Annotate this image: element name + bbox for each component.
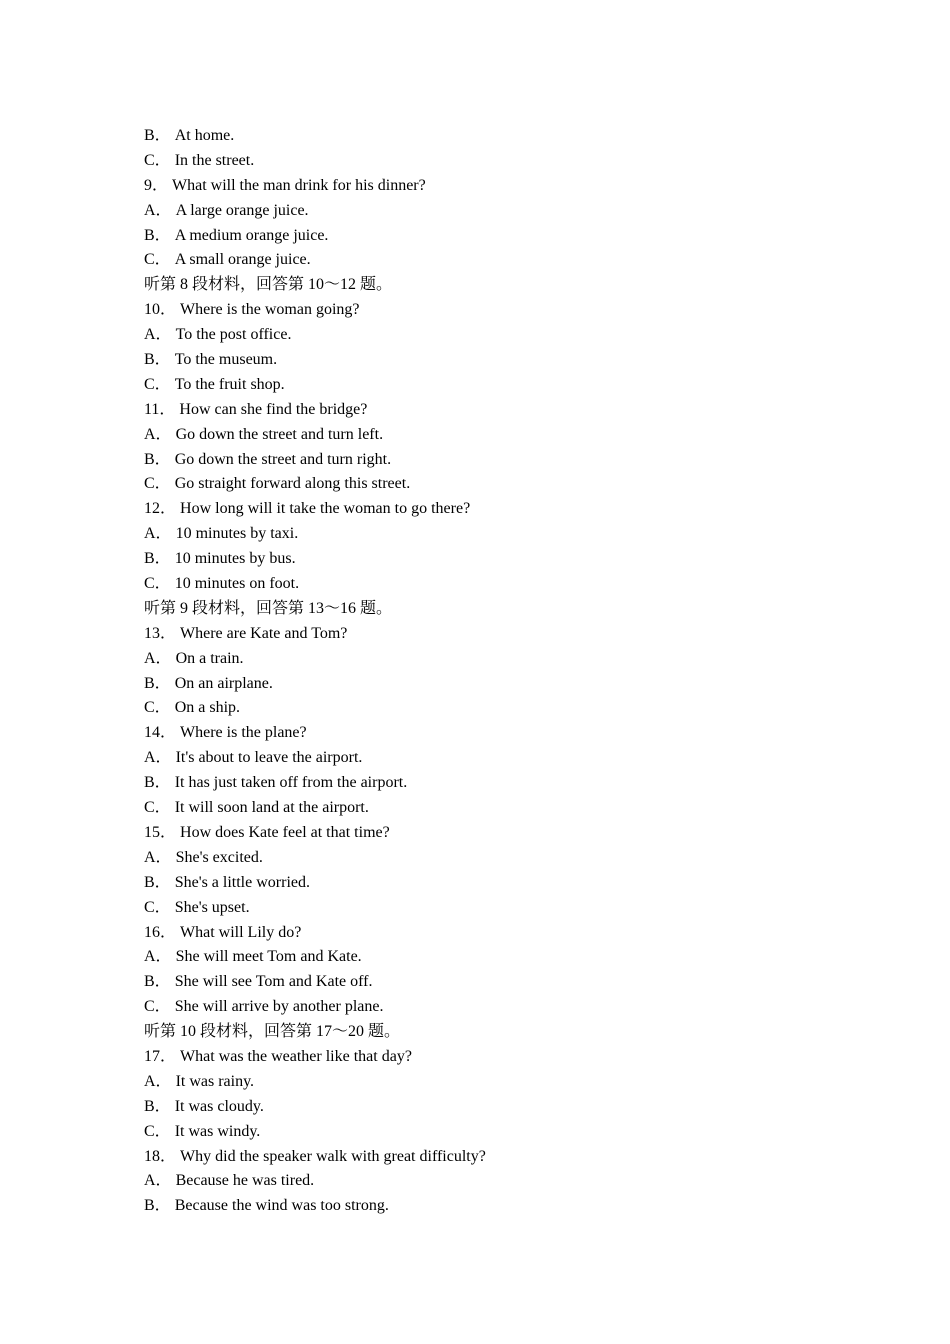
question-text: What was the weather like that day?: [180, 1047, 412, 1065]
answer-option: [144, 1070, 844, 1095]
option-letter: A．: [144, 326, 172, 344]
option-text: Because he was tired.: [175, 1172, 315, 1190]
option-text: Go down the street and turn right.: [174, 450, 392, 468]
option-text: On a ship.: [174, 699, 241, 717]
section-instruction: [144, 1020, 844, 1045]
option-letter: A．: [144, 649, 172, 667]
option-text: In the street.: [174, 151, 255, 169]
question-line: [144, 174, 844, 199]
question-line: [144, 1045, 844, 1070]
option-letter: C．: [144, 998, 171, 1016]
option-letter: A．: [144, 425, 172, 443]
question-number: 17．: [144, 1047, 177, 1065]
answer-option: [144, 672, 844, 697]
section-instruction: [144, 597, 844, 622]
question-number: 9．: [144, 176, 169, 194]
option-letter: B．: [144, 973, 171, 991]
option-text: It's about to leave the airport.: [175, 749, 363, 767]
option-letter: B．: [144, 226, 171, 244]
answer-option: [144, 746, 844, 771]
option-text: It will soon land at the airport.: [174, 799, 369, 817]
option-text: A small orange juice.: [174, 251, 311, 269]
option-text: A large orange juice.: [175, 201, 309, 219]
answer-option: [144, 248, 844, 273]
option-text: A medium orange juice.: [174, 226, 329, 244]
question-number: 13．: [144, 624, 177, 642]
option-letter: C．: [144, 375, 171, 393]
option-text: She's excited.: [175, 848, 263, 866]
answer-option: [144, 970, 844, 995]
option-letter: A．: [144, 749, 172, 767]
answer-option: [144, 1120, 844, 1145]
option-letter: C．: [144, 1122, 171, 1140]
option-letter: A．: [144, 948, 172, 966]
option-text: 10 minutes on foot.: [174, 575, 300, 593]
answer-option: [144, 547, 844, 572]
answer-option: [144, 348, 844, 373]
question-number: 10．: [144, 301, 177, 319]
option-text: On a train.: [175, 649, 244, 667]
answer-option: [144, 896, 844, 921]
answer-option: [144, 1095, 844, 1120]
question-number: 12．: [144, 500, 177, 518]
answer-option: [144, 696, 844, 721]
option-text: She's upset.: [174, 898, 250, 916]
answer-option: [144, 995, 844, 1020]
option-letter: B．: [144, 1197, 171, 1215]
option-letter: B．: [144, 873, 171, 891]
section-instruction: [144, 273, 844, 298]
option-letter: A．: [144, 1072, 172, 1090]
question-number: 15．: [144, 823, 177, 841]
question-text: How can she find the bridge?: [179, 400, 368, 418]
answer-option: [144, 945, 844, 970]
option-text: Go down the street and turn left.: [175, 425, 384, 443]
question-number: 16．: [144, 923, 177, 941]
option-text: On an airplane.: [174, 674, 273, 692]
answer-option: [144, 149, 844, 174]
question-line: [144, 497, 844, 522]
answer-option: [144, 224, 844, 249]
question-line: [144, 398, 844, 423]
option-letter: C．: [144, 799, 171, 817]
option-letter: B．: [144, 550, 171, 568]
answer-option: [144, 472, 844, 497]
option-letter: B．: [144, 674, 171, 692]
option-text: It was rainy.: [175, 1072, 255, 1090]
section-text: 听第 8 段材料，回答第 10～12 题。: [144, 276, 393, 294]
question-number: 14．: [144, 724, 177, 742]
question-text: How does Kate feel at that time?: [180, 823, 390, 841]
option-text: She will meet Tom and Kate.: [175, 948, 362, 966]
option-text: She's a little worried.: [174, 873, 310, 891]
option-letter: C．: [144, 251, 171, 269]
option-letter: B．: [144, 351, 171, 369]
option-text: 10 minutes by bus.: [174, 550, 296, 568]
answer-option: [144, 323, 844, 348]
question-line: [144, 921, 844, 946]
answer-option: [144, 199, 844, 224]
section-text: 听第 9 段材料，回答第 13～16 题。: [144, 599, 393, 617]
option-letter: C．: [144, 475, 171, 493]
answer-option: [144, 423, 844, 448]
option-letter: C．: [144, 699, 171, 717]
option-letter: B．: [144, 450, 171, 468]
option-text: To the museum.: [174, 351, 278, 369]
option-text: Because the wind was too strong.: [174, 1197, 389, 1215]
question-text: Where is the plane?: [180, 724, 307, 742]
option-text: Go straight forward along this street.: [174, 475, 411, 493]
answer-option: [144, 1194, 844, 1219]
option-letter: A．: [144, 525, 172, 543]
option-letter: C．: [144, 151, 171, 169]
option-letter: A．: [144, 1172, 172, 1190]
question-number: 18．: [144, 1147, 177, 1165]
question-number: 11．: [144, 400, 176, 418]
question-line: [144, 721, 844, 746]
option-letter: B．: [144, 774, 171, 792]
document-page: [144, 124, 844, 1219]
question-line: [144, 298, 844, 323]
option-text: 10 minutes by taxi.: [175, 525, 299, 543]
question-line: [144, 821, 844, 846]
option-text: It was windy.: [174, 1122, 261, 1140]
question-line: [144, 1145, 844, 1170]
option-letter: C．: [144, 575, 171, 593]
question-text: Where are Kate and Tom?: [180, 624, 348, 642]
question-text: What will Lily do?: [180, 923, 302, 941]
answer-option: [144, 373, 844, 398]
option-letter: B．: [144, 127, 171, 144]
question-list: [144, 124, 844, 1219]
answer-option: [144, 1169, 844, 1194]
answer-option: [144, 871, 844, 896]
section-text: 听第 10 段材料，回答第 17～20 题。: [144, 1023, 401, 1041]
option-text: She will see Tom and Kate off.: [174, 973, 373, 991]
question-line: [144, 622, 844, 647]
question-text: Where is the woman going?: [180, 301, 360, 319]
option-letter: A．: [144, 848, 172, 866]
answer-option: [144, 771, 844, 796]
answer-option: [144, 522, 844, 547]
option-letter: B．: [144, 1097, 171, 1115]
option-letter: C．: [144, 898, 171, 916]
question-text: What will the man drink for his dinner?: [172, 176, 426, 194]
question-text: How long will it take the woman to go there?: [180, 500, 471, 518]
option-text: To the post office.: [175, 326, 292, 344]
answer-option: [144, 572, 844, 597]
option-text: At home.: [174, 127, 235, 144]
answer-option: [144, 796, 844, 821]
option-text: To the fruit shop.: [174, 375, 285, 393]
answer-option: [144, 448, 844, 473]
answer-option: [144, 124, 844, 149]
answer-option: [144, 846, 844, 871]
answer-option: [144, 647, 844, 672]
option-letter: A．: [144, 201, 172, 219]
option-text: It was cloudy.: [174, 1097, 264, 1115]
option-text: It has just taken off from the airport.: [174, 774, 408, 792]
option-text: She will arrive by another plane.: [174, 998, 384, 1016]
question-text: Why did the speaker walk with great difficulty?: [180, 1147, 486, 1165]
